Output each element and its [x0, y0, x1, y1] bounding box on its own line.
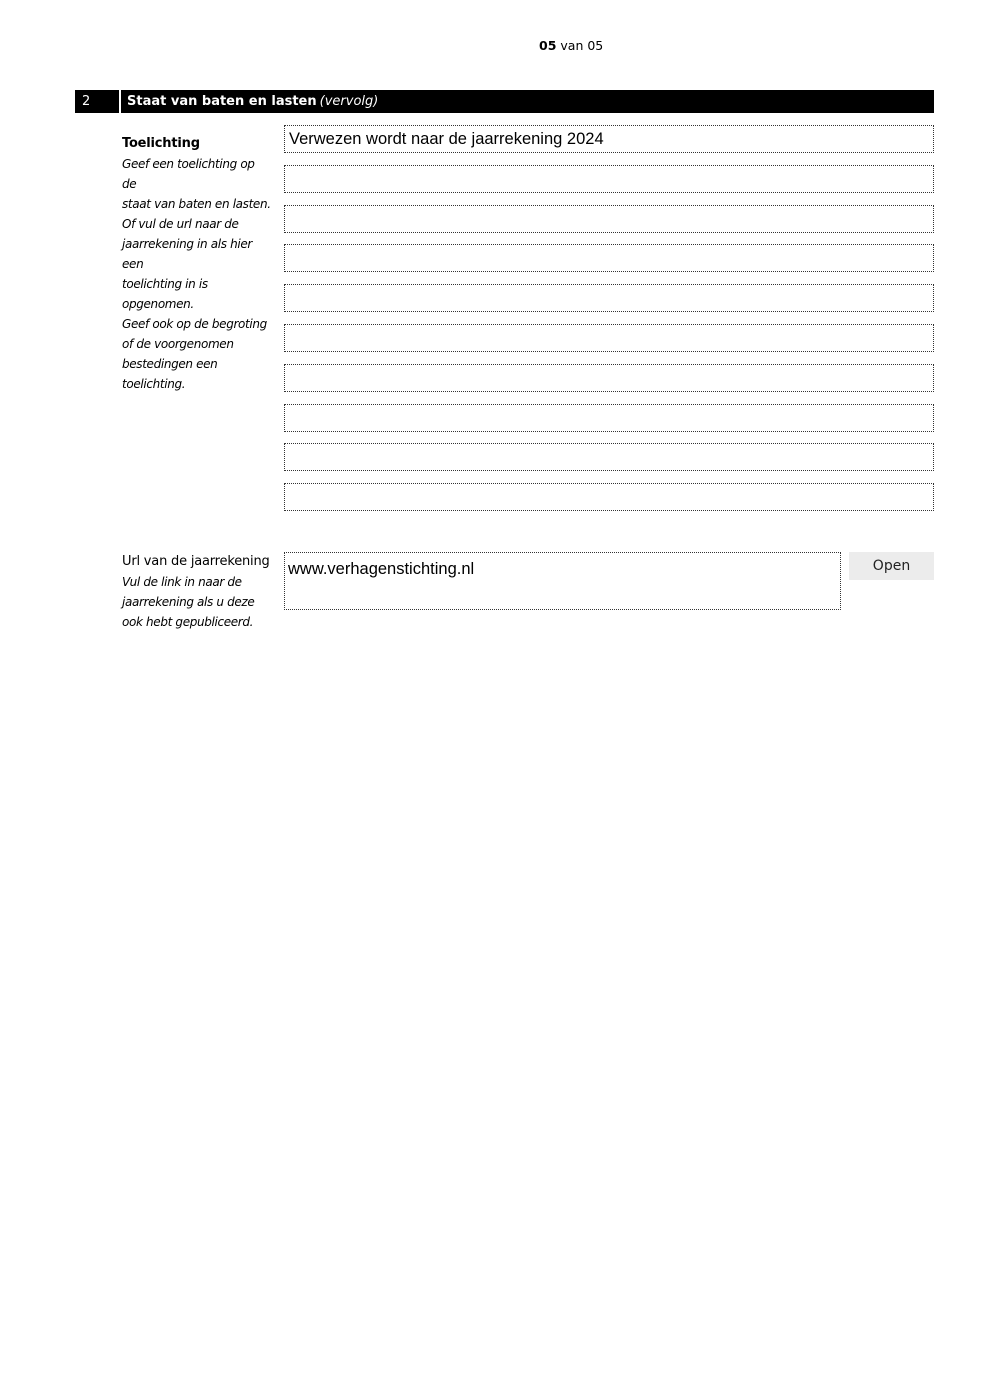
- page-total: 05: [587, 38, 604, 53]
- toelichting-description: [122, 154, 272, 394]
- toelichting-line-2[interactable]: [284, 165, 934, 193]
- open-button[interactable]: Open: [849, 552, 934, 580]
- url-input[interactable]: www.verhagenstichting.nl: [284, 552, 841, 610]
- toelichting-line-5[interactable]: [284, 284, 934, 312]
- toelichting-title: Toelichting: [122, 136, 200, 151]
- toelichting-desc-line: staat van baten en lasten.: [122, 197, 271, 211]
- url-description: [122, 572, 272, 632]
- toelichting-line-6[interactable]: [284, 324, 934, 352]
- url-desc-line: Vul de link in naar de: [122, 575, 242, 589]
- page-current: 05: [539, 38, 557, 53]
- toelichting-desc-line: toelichting in is opgenomen.: [122, 277, 208, 311]
- toelichting-desc-line: jaarrekening in als hier een: [122, 237, 252, 271]
- page-separator: van: [560, 38, 584, 53]
- toelichting-line-7[interactable]: [284, 364, 934, 392]
- page-number: [539, 38, 603, 53]
- toelichting-label: [122, 134, 272, 394]
- section-header: [121, 90, 934, 113]
- toelichting-line-10[interactable]: [284, 483, 934, 511]
- toelichting-desc-line: Geef ook op de begroting: [122, 317, 267, 331]
- url-desc-line: ook hebt gepubliceerd.: [122, 615, 254, 629]
- toelichting-line-1[interactable]: Verwezen wordt naar de jaarrekening 2024: [284, 125, 934, 153]
- url-label: [122, 552, 272, 632]
- section-number: 2: [75, 90, 119, 113]
- url-title: Url van de jaarrekening: [122, 554, 270, 569]
- section-title: Staat van baten en lasten: [127, 94, 317, 109]
- toelichting-line-4[interactable]: [284, 244, 934, 272]
- toelichting-desc-line: of de voorgenomen: [122, 337, 234, 351]
- url-desc-line: jaarrekening als u deze: [122, 595, 255, 609]
- toelichting-line-3[interactable]: [284, 205, 934, 233]
- section-subtitle: (vervolg): [319, 94, 379, 109]
- toelichting-desc-line: Geef een toelichting op de: [122, 157, 255, 191]
- toelichting-line-9[interactable]: [284, 443, 934, 471]
- toelichting-desc-line: Of vul de url naar de: [122, 217, 239, 231]
- toelichting-desc-line: bestedingen een toelichting.: [122, 357, 218, 391]
- toelichting-line-8[interactable]: [284, 404, 934, 432]
